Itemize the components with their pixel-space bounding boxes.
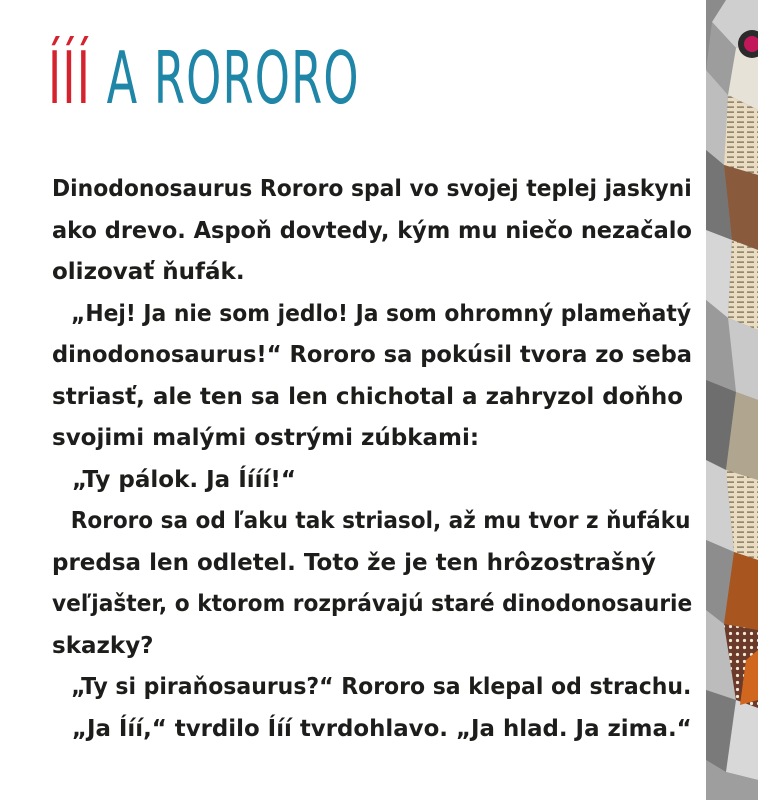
text-line: dinodonosaurus!“ Rororo sa pokúsil tvora zo seba	[52, 342, 693, 368]
title-part-1: ÍÍÍ	[48, 36, 92, 120]
text-line: predsa len odletel. Toto že je ten hrôzostrašný	[52, 549, 656, 576]
chapter-title	[48, 30, 360, 126]
text-line: Rororo sa od ľaku tak striasol, až mu tvor z ňufáku	[70, 508, 691, 534]
text-line: veľjašter, o ktorom rozprávajú staré dinodonosaurie	[52, 591, 693, 617]
text-line: skazky?	[52, 632, 154, 659]
story-text	[52, 169, 692, 750]
collage-border-icon	[706, 0, 758, 800]
text-line: „Ty pálok. Ja Íííí!“	[72, 466, 297, 493]
text-line: svojimi malými ostrými zúbkami:	[52, 425, 480, 451]
text-line: „Ja Ííí,“ tvrdilo Ííí tvrdohlavo. „Ja hlad. Ja zima.“	[71, 715, 692, 742]
text-line: Dinodonosaurus Rororo spal vo svojej teplej jaskyni	[52, 176, 692, 202]
text-line: striasť, ale ten sa len chichotal a zahryzol doňho	[52, 383, 684, 410]
text-line: „Hej! Ja nie som jedlo! Ja som ohromný plameňatý	[70, 300, 692, 327]
text-line: ako drevo. Aspoň dovtedy, kým mu niečo nezačalo	[52, 217, 692, 244]
title-part-2: A RORORO	[106, 36, 360, 120]
text-line: olizovať ňufák.	[52, 259, 245, 285]
text-line: „Ty si piraňosaurus?“ Rororo sa klepal od strachu.	[71, 674, 692, 700]
